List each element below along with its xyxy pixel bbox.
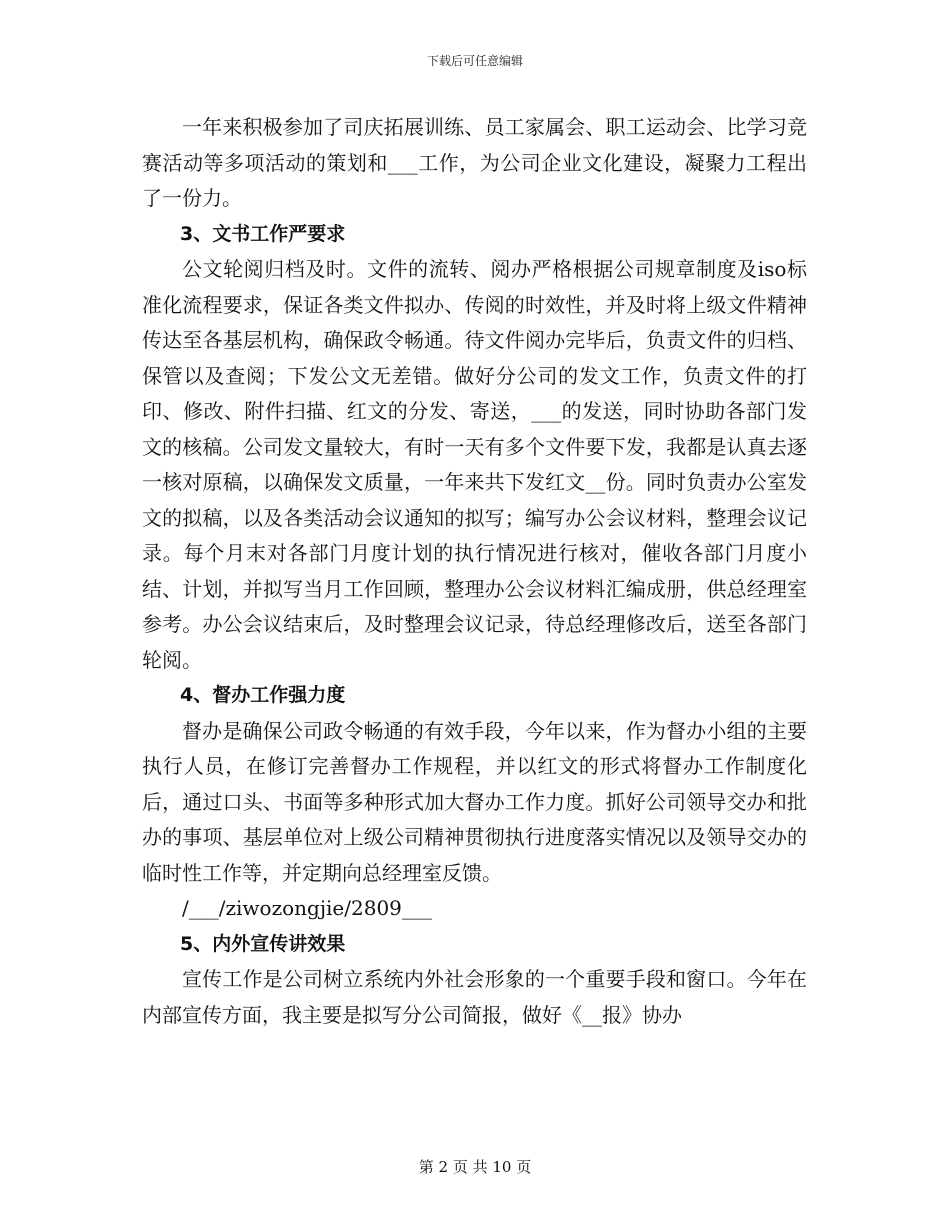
page-footer: 第 2 页 共 10 页 xyxy=(418,1158,532,1176)
section-heading-4: 4、督办工作强力度 xyxy=(180,684,346,706)
page-header: 下载后可任意编辑 xyxy=(426,54,523,68)
url-line: /___/ziwozongjie/2809___ xyxy=(182,896,432,920)
document-body xyxy=(142,110,807,1033)
paragraph-document-work: 公文轮阅归档及时。文件的流转、阅办严格根据公司规章制度及iso标准化流程要求，保证各类文件拟办、传阅的时效性，并及时将上级文件精神传达至各基层机构，确保政令畅通。待文件阅办完毕后，负责文件的归档、保管以及查阅；下发公文无差错。做好分公司的发文工作，负责文件的打印、修改、附件扫描、红文的分发、寄送，___的发送，同时协助各部门发文的核稿。公司发文量较大，有时一天有多个文件要下发，我都是认真去逐一核对原稿，以确保发文质量，一年来共下发红文__份。同时负责办公室发文的拟稿，以及各类活动会议通知的拟写；编写办公会议材料，整理会议记录。每个月末对各部门月度计划的执行情况进行核对，催收各部门月度小结、计划，并拟写当月工作回顾，整理办公会议材料汇编成册，供总经理室参考。办公会议结束后，及时整理会议记录，待总经理修改后，送至各部门轮阅。 xyxy=(142,257,807,672)
paragraph-activities: 一年来积极参加了司庆拓展训练、员工家属会、职工运动会、比学习竞赛活动等多项活动的策划和___工作，为公司企业文化建设，凝聚力工程出了一份力。 xyxy=(142,115,807,210)
paragraph-supervision: 督办是确保公司政令畅通的有效手段，今年以来，作为督办小组的主要执行人员，在修订完善督办工作规程，并以红文的形式将督办工作制度化后，通过口头、书面等多种形式加大督办工作力度。抓好公司领导交办和批办的事项、基层单位对上级公司精神贯彻执行进度落实情况以及领导交办的临时性工作等，并定期向总经理室反馈。 xyxy=(142,718,807,885)
section-heading-3: 3、文书工作严要求 xyxy=(180,222,346,245)
section-heading-5: 5、内外宣传讲效果 xyxy=(180,932,346,955)
paragraph-publicity: 宣传工作是公司树立系统内外社会形象的一个重要手段和窗口。今年在内部宣传方面，我主要是拟写分公司简报，做好《__报》协办 xyxy=(142,967,807,1027)
